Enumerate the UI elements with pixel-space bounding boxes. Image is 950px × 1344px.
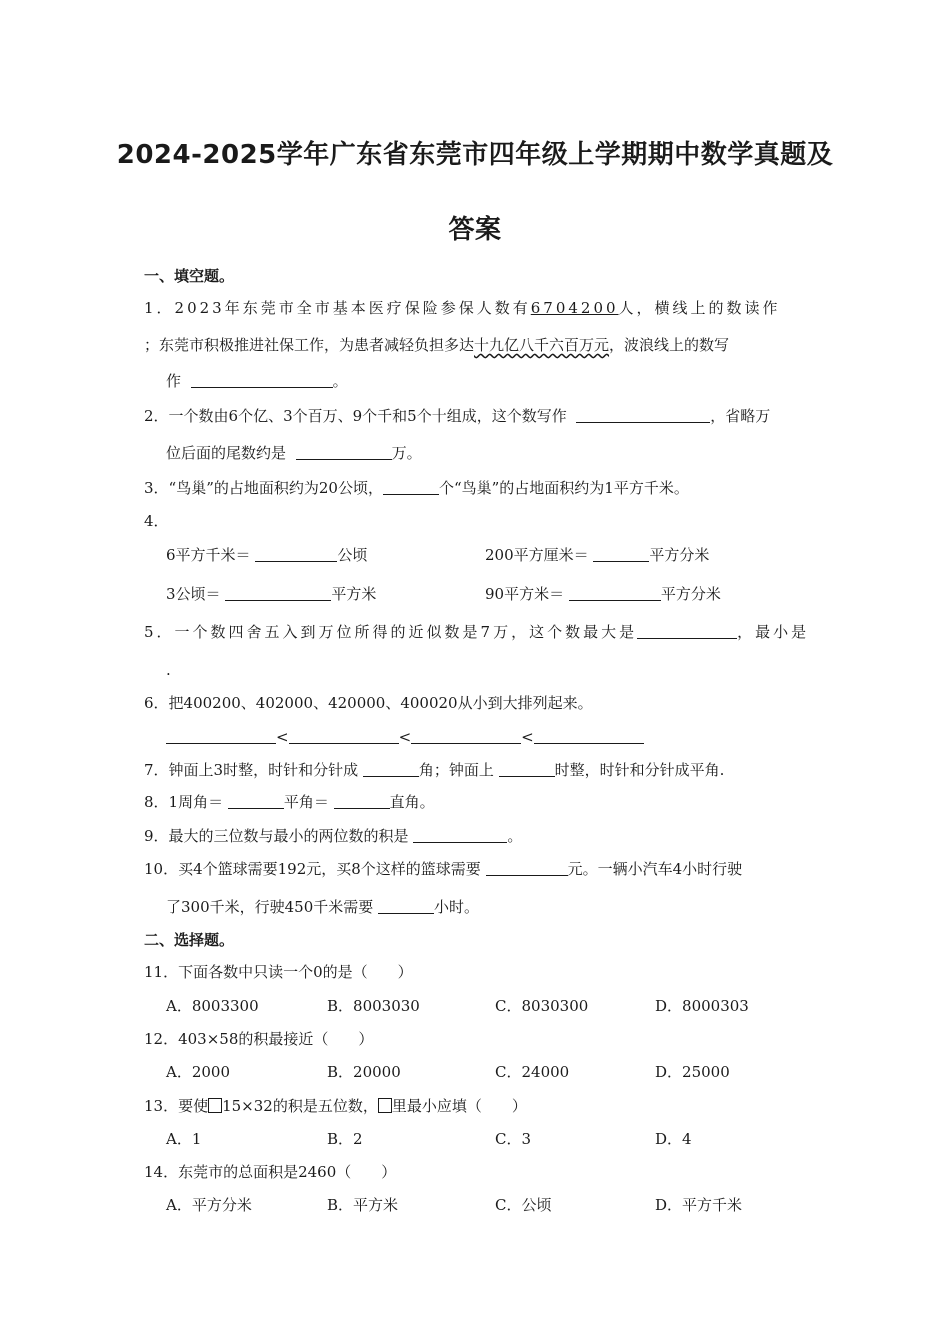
question-1-line2: ；东莞市积极推进社保工作，为患者减轻负担多达十九亿八千六百万元，波浪线上的数写 — [144, 336, 730, 354]
question-4-number: 4． — [144, 512, 169, 530]
q12-option-d[interactable]: D．25000 — [655, 1063, 730, 1081]
answer-blank[interactable] — [363, 760, 419, 777]
question-11: 11．下面各数中只读一个0的是（ ） — [144, 963, 413, 981]
answer-blank[interactable] — [334, 792, 390, 809]
answer-blank[interactable] — [228, 792, 284, 809]
question-8: 8．1周角＝ 平角＝ 直角。 — [144, 793, 435, 811]
q11-option-b[interactable]: B．8003030 — [327, 997, 420, 1015]
q14-option-b[interactable]: B．平方米 — [327, 1196, 399, 1214]
blank-box-icon — [208, 1098, 222, 1113]
q13-option-c[interactable]: C．3 — [495, 1130, 532, 1148]
q14-option-c[interactable]: C．公顷 — [495, 1196, 552, 1214]
question-5-line2: . — [166, 661, 171, 679]
section-fill-blank-heading: 一、填空题。 — [144, 267, 235, 285]
question-13: 13．要使 15×32的积是五位数， 里最小应填（ ） — [144, 1097, 527, 1115]
question-6: 6．把400200、402000、420000、400020从小到大排列起来。 — [144, 694, 593, 712]
underlined-number: 6704200 — [530, 299, 619, 317]
answer-blank[interactable] — [486, 859, 568, 876]
answer-blank[interactable] — [593, 545, 649, 562]
question-10-line2: 了300千米，行驶450千米需要 小时。 — [166, 898, 480, 916]
question-2-line2: 位后面的尾数约是 万。 — [166, 444, 422, 462]
answer-blank[interactable] — [296, 443, 392, 460]
question-12: 12．403×58的积最接近（ ） — [144, 1030, 374, 1048]
answer-blank[interactable] — [411, 727, 521, 744]
question-7: 7．钟面上3时整，时针和分针成 角；钟面上 时整，时针和分针成平角. — [144, 761, 725, 779]
q14-option-a[interactable]: A．平方分米 — [166, 1196, 252, 1214]
q13-option-b[interactable]: B．2 — [327, 1130, 363, 1148]
question-14: 14．东莞市的总面积是2460（ ） — [144, 1163, 397, 1181]
answer-blank[interactable] — [378, 897, 434, 914]
question-1-line3: 作 。 — [166, 372, 348, 390]
q4-item-4: 90平方米＝ 平方分米 — [485, 585, 721, 603]
q13-option-d[interactable]: D．4 — [655, 1130, 692, 1148]
answer-blank[interactable] — [383, 478, 439, 495]
q11-option-d[interactable]: D．8000303 — [655, 997, 749, 1015]
answer-blank[interactable] — [191, 371, 333, 388]
q4-item-3: 3公顷＝ 平方米 — [166, 585, 377, 603]
answer-blank[interactable] — [576, 406, 710, 423]
question-2-line1: 2．一个数由6个亿、3个百万、9个千和5个十组成，这个数写作 ，省略万 — [144, 407, 771, 425]
q12-option-b[interactable]: B．20000 — [327, 1063, 401, 1081]
q11-option-a[interactable]: A．8003300 — [166, 997, 259, 1015]
answer-blank[interactable] — [289, 727, 399, 744]
question-5-line1: 5．一个数四舍五入到万位所得的近似数是7万，这个数最大是 ，最小是 — [144, 623, 810, 641]
wavy-underlined-number: 十九亿八千六百万元 — [474, 336, 610, 354]
question-6-ordering-row: < < < — [166, 727, 644, 747]
section-choice-heading: 二、选择题。 — [144, 931, 235, 949]
answer-blank[interactable] — [413, 826, 507, 843]
q14-option-d[interactable]: D．平方千米 — [655, 1196, 743, 1214]
page-title-line1: 2024-2025学年广东省东莞市四年级上学期期中数学真题及 — [116, 140, 834, 170]
q4-item-2: 200平方厘米＝ 平方分米 — [485, 546, 710, 564]
answer-blank[interactable] — [166, 727, 276, 744]
answer-blank[interactable] — [534, 727, 644, 744]
question-9: 9．最大的三位数与最小的两位数的积是 。 — [144, 827, 523, 845]
answer-blank[interactable] — [637, 622, 737, 639]
question-3: 3．“鸟巢”的占地面积约为20公顷， 个“鸟巢”的占地面积约为1平方千米。 — [144, 479, 689, 497]
q12-option-c[interactable]: C．24000 — [495, 1063, 570, 1081]
question-1-line1: 1．2023年东莞市全市基本医疗保险参保人数有6704200人，横线上的数读作 — [144, 299, 781, 317]
answer-blank[interactable] — [225, 584, 331, 601]
q13-option-a[interactable]: A．1 — [166, 1130, 202, 1148]
page-title-line2: 答案 — [448, 215, 502, 245]
answer-blank[interactable] — [499, 760, 555, 777]
blank-box-icon — [378, 1098, 392, 1113]
question-10-line1: 10．买4个篮球需要192元，买8个这样的篮球需要 元。一辆小汽车4小时行驶 — [144, 860, 743, 878]
q11-option-c[interactable]: C．8030300 — [495, 997, 589, 1015]
answer-blank[interactable] — [255, 545, 337, 562]
answer-blank[interactable] — [569, 584, 661, 601]
q4-item-1: 6平方千米＝ 公顷 — [166, 546, 368, 564]
q12-option-a[interactable]: A．2000 — [166, 1063, 231, 1081]
